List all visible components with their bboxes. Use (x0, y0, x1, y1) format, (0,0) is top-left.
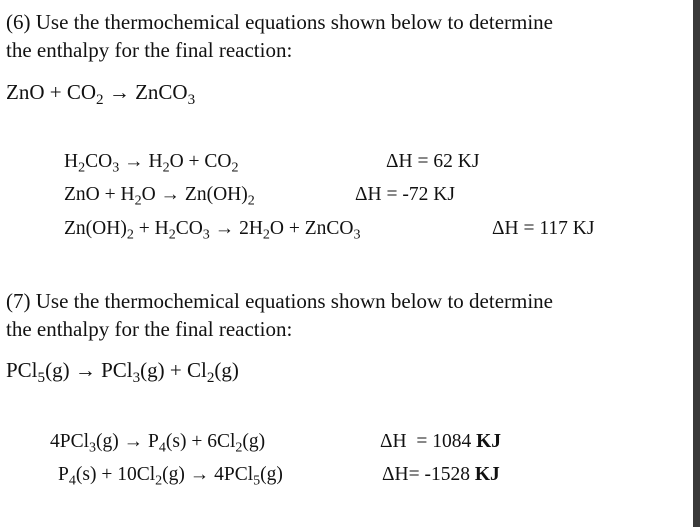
problem7-prompt-line1: (7) Use the thermochemical equations shown below to determine (6, 289, 554, 313)
target-part: → ZnCO (103, 80, 188, 104)
page-edge-border (693, 0, 700, 527)
problem7-equation-1: $4PCl_3(g) \to P_4(s) + 6Cl_2(g)$ (50, 431, 266, 456)
target-part: ZnO + CO (6, 80, 97, 104)
problem7-equation-2: $P_4(s) + 10Cl_2(g) \to 4PCl_5(g)$ (58, 464, 283, 489)
problem6-target-reaction (6, 80, 196, 108)
problem6-enthalpy-2: ΔH = -72 KJ (355, 184, 455, 205)
target-sub: 2 (96, 91, 104, 108)
problem6-prompt-line1: (6) Use the thermochemical equations shown below to determine (6, 10, 554, 34)
problem6-equation-2: ZnO + $H_2O \to Zn(OH)_2$ (64, 184, 255, 209)
problem6-equation-1: $H_2CO_3 \to H_2O + CO_2$ (64, 151, 239, 176)
problem7-prompt-line2: the enthalpy for the final reaction: (6, 317, 293, 341)
problem6-enthalpy-3: ΔH = 117 KJ (492, 218, 595, 239)
problem6-equation-3: $Zn(OH)_2 + H_2CO_3 \to 2H_2O$ + ZnCO$_3$ (64, 218, 361, 243)
problem7-target-reaction: $PCl_5(g) \to PCl_3(g) + Cl_2(g)$ (6, 358, 239, 386)
target-sub: 3 (187, 91, 196, 108)
problem7-enthalpy-1: ΔH = 1084 KJ (380, 431, 502, 452)
problem7-enthalpy-2: ΔH= -1528 KJ (382, 464, 500, 485)
problem6-enthalpy-1: ΔH = 62 KJ (386, 151, 480, 172)
problem6-prompt-line2: the enthalpy for the final reaction: (6, 38, 293, 62)
